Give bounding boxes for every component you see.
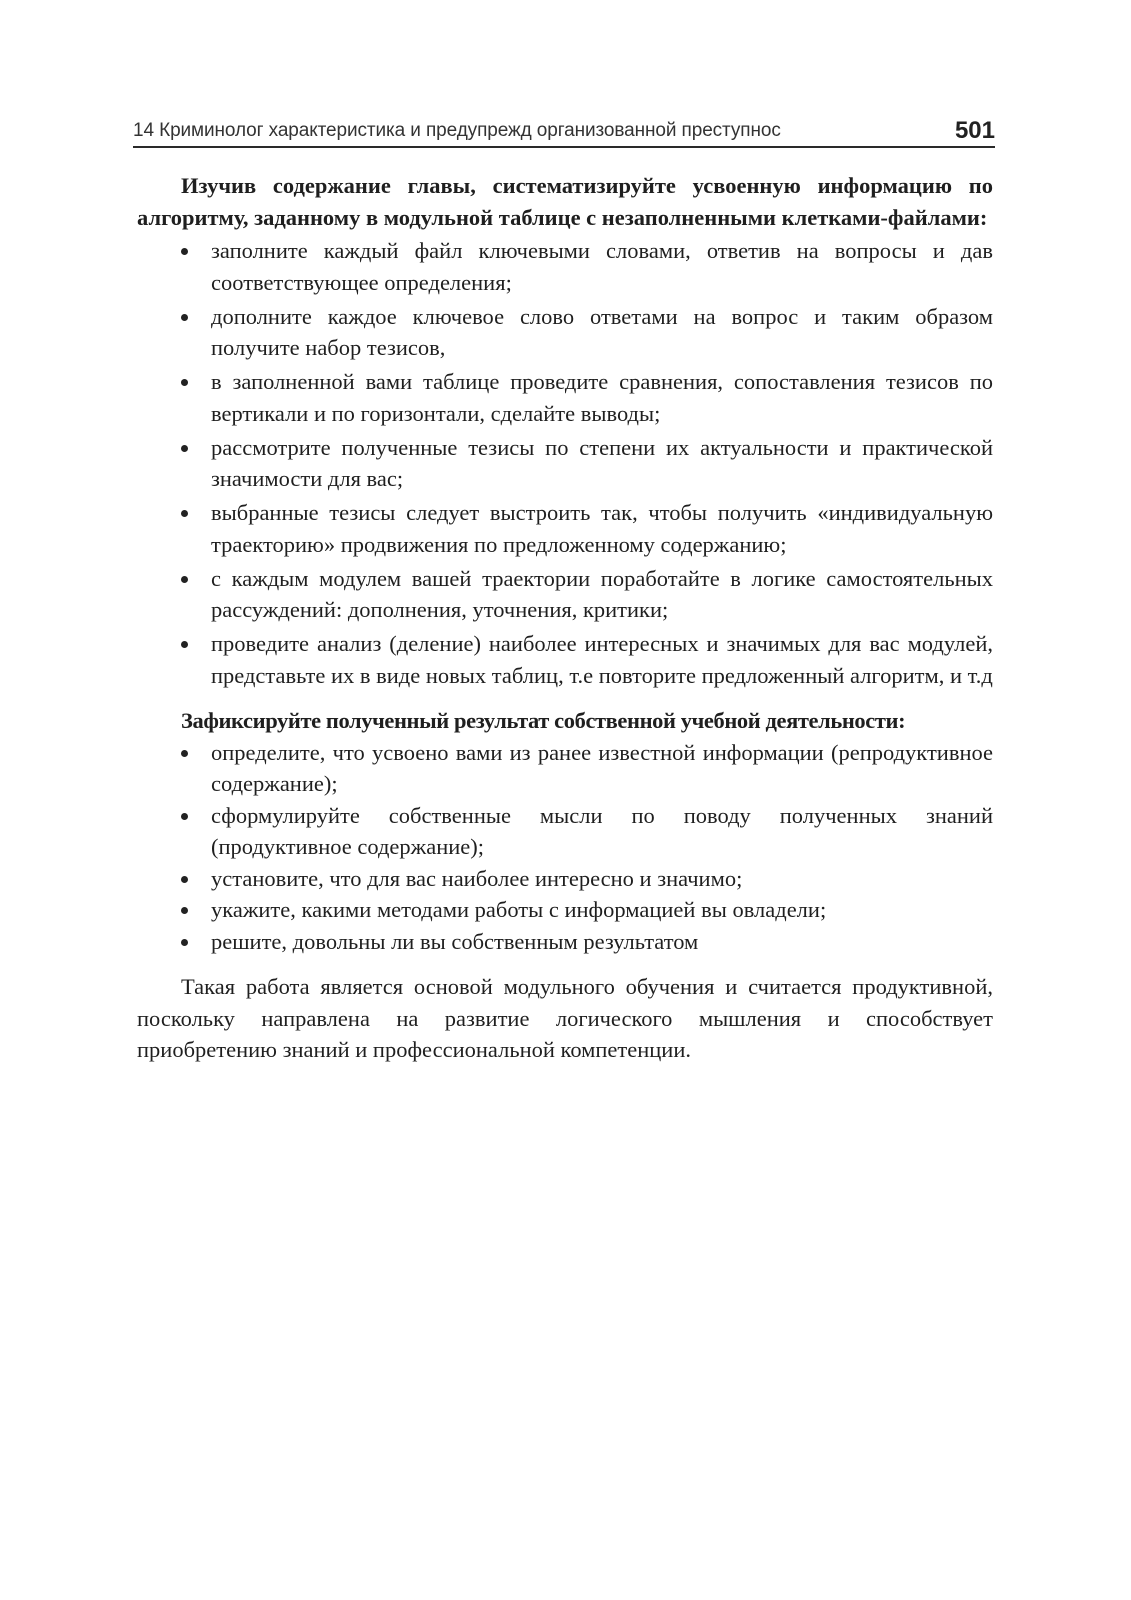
page-number: 501	[954, 117, 995, 144]
list-item: выбранные тезисы следует выстроить так, чтобы получить «индивидуальную траекторию» продвижения по предложенному содержанию;	[137, 497, 993, 560]
list-item: установите, что для вас наиболее интересно и значимо;	[137, 863, 993, 895]
page-body	[137, 170, 993, 1066]
list-item: определите, что усвоено вами из ранее известной информации (репродуктивное содержание);	[137, 737, 993, 800]
task-list	[137, 235, 993, 691]
conclusion-paragraph: Такая работа является основой модульного обучения и считается продуктивной, поскольку направлена на развитие логического мышления и способствует приобретению знаний и профессиональной компетенции.	[137, 974, 993, 1062]
list-item: с каждым модулем вашей траектории поработайте в логике самостоятельных рассуждений: дополнения, уточнения, критики;	[137, 563, 993, 626]
list-item: укажите, какими методами работы с информацией вы овладели;	[137, 894, 993, 926]
intro-paragraph: Изучив содержание главы, систематизируйте усвоенную информацию по алгоритму, заданному в модульной таблице с незаполненными клетками-файлами:	[137, 173, 993, 230]
results-heading: Зафиксируйте полученный результат собственной учебной деятельности:	[181, 708, 906, 733]
list-item: решите, довольны ли вы собственным результатом	[137, 926, 993, 958]
list-item: проведите анализ (деление) наиболее интересных и значимых для вас модулей, представьте их в виде новых таблиц, т.е повторите предложенный алгоритм, и т.д	[137, 628, 993, 691]
list-item: заполните каждый файл ключевыми словами, ответив на вопросы и дав соответствующее определения;	[137, 235, 993, 298]
running-title: 14 Криминолог характеристика и предупрежд организованной преступнос	[133, 120, 781, 141]
list-item: рассмотрите полученные тезисы по степени их актуальности и практической значимости для вас;	[137, 432, 993, 495]
list-item: в заполненной вами таблице проведите сравнения, сопоставления тезисов по вертикали и по горизонтали, сделайте выводы;	[137, 366, 993, 429]
list-item: сформулируйте собственные мысли по поводу полученных знаний (продуктивное содержание);	[137, 800, 993, 863]
list-item: дополните каждое ключевое слово ответами на вопрос и таким образом получите набор тезисов,	[137, 301, 993, 364]
running-header	[133, 112, 995, 148]
results-list	[137, 737, 993, 958]
